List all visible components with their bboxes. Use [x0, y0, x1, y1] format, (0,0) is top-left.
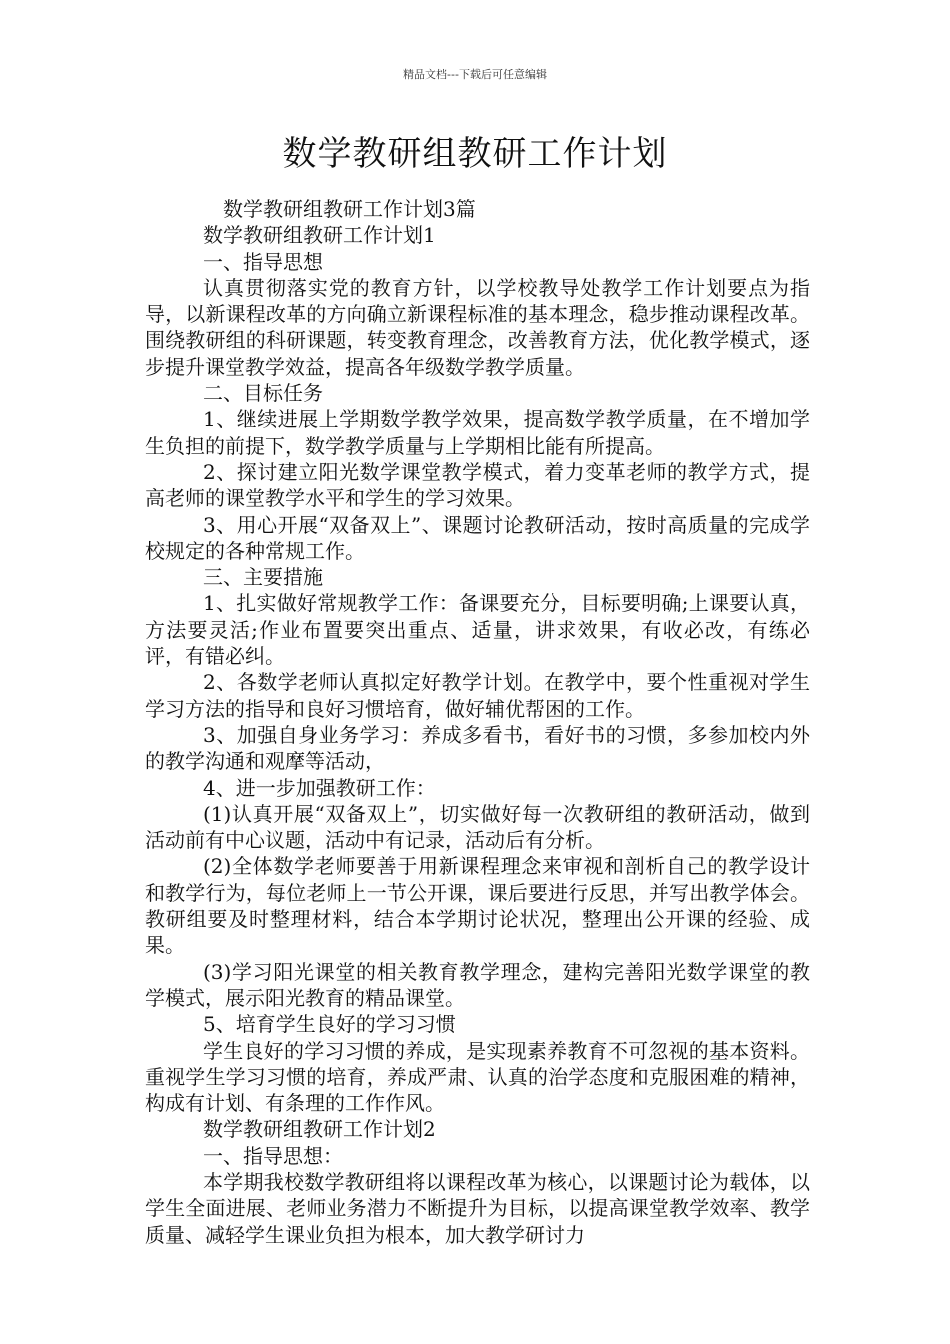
document-subtitle: 数学教研组教研工作计划3篇	[223, 197, 476, 221]
body-paragraph: (1)认真开展“双备双上”，切实做好每一次教研组的教研活动，做到活动前有中心议题，活动中有记录，活动后有分析。	[145, 801, 810, 853]
body-paragraph: 本学期我校数学教研组将以课程改革为核心，以课题讨论为载体，以学生全面进展、老师业务潜力不断提升为目标，以提高课堂教学效率、教学质量、减轻学生课业负担为根本，加大教学研讨力	[145, 1169, 810, 1247]
body-paragraph: 学生良好的学习习惯的养成，是实现素养教育不可忽视的基本资料。重视学生学习习惯的培育，养成严肃、认真的治学态度和克服困难的精神，构成有计划、有条理的工作作风。	[145, 1038, 810, 1116]
body-paragraph: 1、扎实做好常规教学工作：备课要充分，目标要明确;上课要认真，方法要灵活;作业布置要突出重点、适量，讲求效果，有收必改，有练必评，有错必纠。	[145, 591, 810, 669]
body-paragraph: 认真贯彻落实党的教育方针，以学校教导处教学工作计划要点为指导，以新课程改革的方向确立新课程标准的基本理念，稳步推动课程改革。围绕教研组的科研课题，转变教育理念，改善教育方法，优化教学模式，逐步提升课堂教学效益，提高各年级数学教学质量。	[145, 275, 810, 379]
section-heading: 二、目标任务	[203, 381, 323, 406]
body-paragraph: 2、各数学老师认真拟定好教学计划。在教学中，要个性重视对学生学习方法的指导和良好习惯培育，做好辅优帮困的工作。	[145, 670, 810, 721]
section-heading: 一、指导思想	[203, 249, 323, 274]
body-paragraph: 3、加强自身业务学习：养成多看书，看好书的习惯，多参加校内外的教学沟通和观摩等活动，	[145, 722, 810, 774]
section-heading: 数学教研组教研工作计划1	[203, 223, 436, 248]
body-paragraph: 3、用心开展“双备双上”、课题讨论教研活动，按时高质量的完成学校规定的各种常规工作。	[145, 512, 810, 563]
body-paragraph: (3)学习阳光课堂的相关教育教学理念，建构完善阳光数学课堂的教学模式，展示阳光教育的精品课堂。	[145, 959, 810, 1010]
body-paragraph: 2、探讨建立阳光数学课堂教学模式，着力变革老师的教学方式，提高老师的课堂教学水平和学生的学习效果。	[145, 459, 810, 511]
section-heading: 一、指导思想：	[203, 1143, 343, 1168]
document-body	[145, 196, 810, 1248]
document-title: 数学教研组教研工作计划	[282, 134, 668, 174]
body-paragraph: (2)全体数学老师要善于用新课程理念来审视和剖析自己的教学设计和教学行为，每位老师上一节公开课，课后要进行反思，并写出教学体会。教研组要及时整理材料，结合本学期讨论状况，整理出公开课的经验、成果。	[145, 854, 810, 958]
body-paragraph: 4、进一步加强教研工作：	[203, 775, 436, 800]
body-paragraph: 5、培育学生良好的学习习惯	[203, 1012, 456, 1037]
section-heading: 三、主要措施	[203, 565, 323, 590]
header-note: 精品文档---下载后可任意编辑	[403, 68, 547, 81]
body-paragraph: 1、继续进展上学期数学教学效果，提高数学教学质量，在不增加学生负担的前提下，数学教学质量与上学期相比能有所提高。	[145, 407, 810, 458]
section-heading: 数学教研组教研工作计划2	[203, 1117, 436, 1142]
